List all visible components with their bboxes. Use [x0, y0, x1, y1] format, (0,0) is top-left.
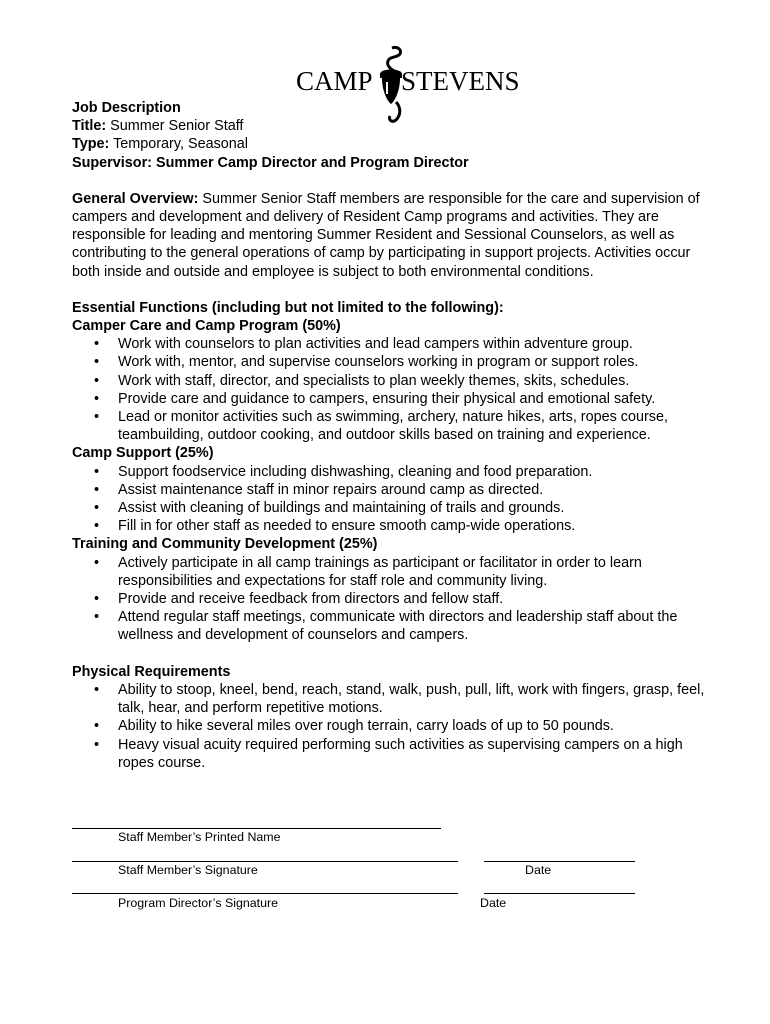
staff-signature-line[interactable]	[72, 861, 458, 862]
list-item: • Ability to hike several miles over rough terrain, carry loads of up to 50 pounds.	[118, 717, 712, 735]
logo-text-stevens: STEVENS	[401, 66, 520, 96]
type-value: Temporary, Seasonal	[113, 136, 248, 153]
title-line	[72, 117, 712, 135]
list-item: • Attend regular staff meetings, communicate with directors and leadership staff about the wellness and development of counselors and campers.	[118, 608, 712, 644]
director-signature-line[interactable]	[72, 893, 458, 894]
overview-text: Summer Senior Staff members are responsible for the care and supervision of campers and development and delivery of Resident Camp programs and activities. They are responsible for leading and mentoring Summer Resident and Sessional Counselors, as well as contributing to the general operations of camp by participating in support projects. Activities occur both inside and outside and employee is subject to both environmental conditions.	[72, 190, 700, 280]
type-label: Type:	[72, 136, 110, 153]
supervisor-line: Supervisor: Summer Camp Director and Program Director	[72, 154, 469, 171]
staff-date-line[interactable]	[484, 861, 635, 862]
director-signature-label: Program Director’s Signature	[118, 896, 278, 910]
training-list	[72, 554, 712, 645]
director-date-label: Date	[480, 896, 507, 910]
overview-label: General Overview:	[72, 190, 199, 207]
list-item: • Assist with cleaning of buildings and maintaining of trails and grounds.	[118, 499, 712, 517]
title-label: Title:	[72, 118, 107, 135]
list-item: • Heavy visual acuity required performing such activities as supervising campers on a high ropes course.	[118, 736, 712, 772]
list-item: • Assist maintenance staff in minor repairs around camp as directed.	[118, 481, 712, 499]
title-value: Summer Senior Staff	[110, 118, 244, 135]
list-item: • Lead or monitor activities such as swimming, archery, nature hikes, arts, ropes course, teambuilding, outdoor cooking, and outdoor skills based on training and experience.	[118, 408, 712, 444]
list-item: • Work with staff, director, and specialists to plan weekly themes, skits, schedules.	[118, 372, 712, 390]
printed-name-line[interactable]	[72, 828, 441, 829]
camper-care-list	[72, 335, 712, 444]
type-line	[72, 135, 712, 153]
list-item: • Ability to stoop, kneel, bend, reach, stand, walk, push, pull, lift, work with fingers, grasp, feel, talk, hear, and perform repetitive motions.	[118, 681, 712, 717]
list-item: • Work with, mentor, and supervise counselors working in program or support roles.	[118, 353, 712, 371]
list-item: • Fill in for other staff as needed to ensure smooth camp-wide operations.	[118, 517, 712, 535]
list-item: • Provide and receive feedback from directors and fellow staff.	[118, 590, 712, 608]
staff-signature-label: Staff Member’s Signature	[118, 863, 258, 877]
camp-support-list	[72, 463, 712, 536]
printed-name-label: Staff Member’s Printed Name	[118, 830, 281, 844]
director-date-line[interactable]	[484, 893, 635, 894]
essential-functions-heading: Essential Functions (including but not limited to the following):	[72, 299, 504, 316]
physical-requirements-list	[72, 681, 712, 772]
list-item: • Actively participate in all camp trainings as participant or facilitator in order to learn responsibilities and expectations for staff role and community living.	[118, 554, 712, 590]
section-title-training: Training and Community Development (25%)	[72, 536, 378, 553]
heading-job-description: Job Description	[72, 100, 181, 116]
list-item: • Provide care and guidance to campers, ensuring their physical and emotional safety.	[118, 390, 712, 408]
staff-date-label: Date	[525, 863, 552, 877]
section-title-camp-support: Camp Support (25%)	[72, 445, 214, 462]
list-item: • Work with counselors to plan activities and lead campers within adventure group.	[118, 335, 712, 353]
general-overview	[72, 190, 712, 281]
section-title-camper-care: Camper Care and Camp Program (50%)	[72, 318, 341, 335]
physical-requirements-heading: Physical Requirements	[72, 663, 231, 680]
document-body	[72, 99, 712, 772]
logo-text-camp: CAMP	[296, 66, 373, 96]
list-item: • Support foodservice including dishwashing, cleaning and food preparation.	[118, 463, 712, 481]
